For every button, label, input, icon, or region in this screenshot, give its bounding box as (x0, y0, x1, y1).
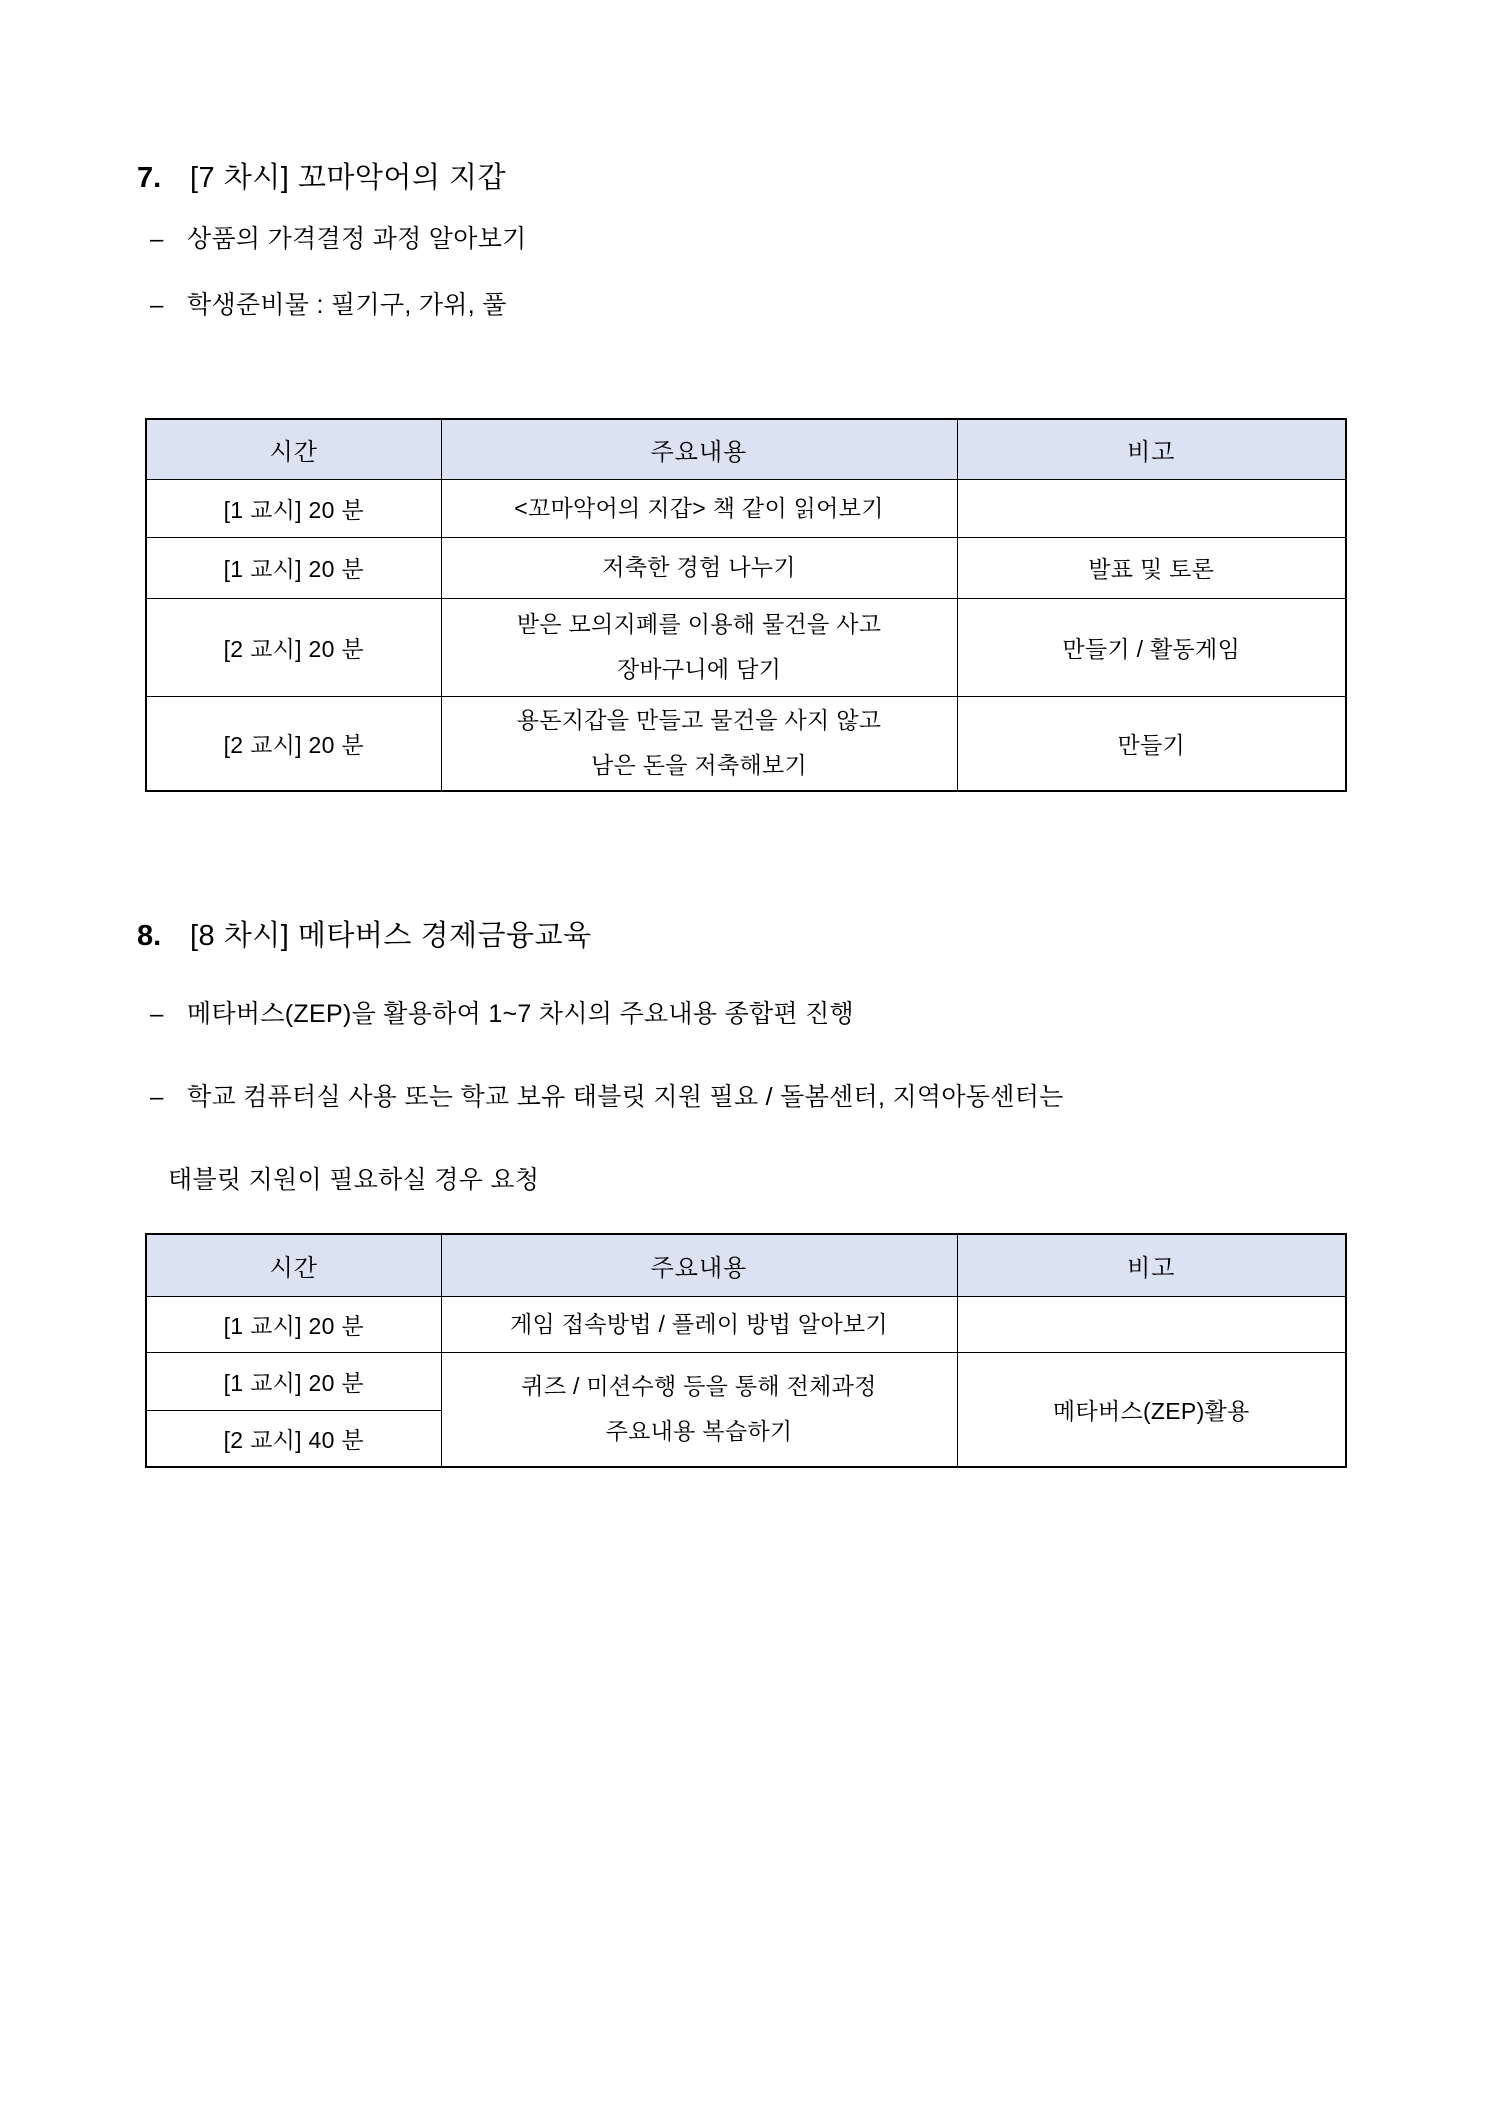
cell-content-line: 저축한 경험 나누기 (602, 554, 796, 580)
cell-note-merged: 메타버스(ZEP)활용 (957, 1352, 1346, 1467)
bullet-dash: – (150, 226, 164, 253)
header-note: 비고 (957, 419, 1346, 479)
cell-note: 발표 및 토론 (957, 537, 1346, 598)
section-8-title: [8 차시] 메타버스 경제금융교육 (190, 920, 592, 952)
cell-time: [1 교시] 20 분 (146, 537, 441, 598)
table-header-row (146, 419, 1346, 479)
section-7-heading (137, 158, 506, 198)
cell-content (441, 479, 957, 537)
table-row (146, 696, 1346, 791)
section-8-heading (137, 916, 592, 956)
section-7-number: 7. (137, 162, 162, 194)
cell-time: [1 교시] 20 분 (146, 1352, 441, 1410)
cell-note: 만들기 / 활동게임 (957, 598, 1346, 696)
cell-content-line: 받은 모의지폐를 이용해 물건을 사고 (516, 611, 882, 637)
cell-content-line: 게임 접속방법 / 플레이 방법 알아보기 (510, 1310, 888, 1337)
header-note: 비고 (957, 1234, 1346, 1296)
cell-content (441, 598, 957, 696)
header-time: 시간 (146, 1234, 441, 1296)
section-8-schedule-table (145, 1233, 1347, 1468)
cell-time: [1 교시] 20 분 (146, 1296, 441, 1352)
cell-content-merged (441, 1352, 957, 1467)
cell-time: [1 교시] 20 분 (146, 479, 441, 537)
table-row (146, 598, 1346, 696)
cell-content-line: 장바구니에 담기 (616, 656, 782, 682)
table-row (146, 1352, 1346, 1410)
header-content: 주요내용 (441, 419, 957, 479)
table-row (146, 537, 1346, 598)
section-7-bullet-2 (150, 288, 507, 323)
bullet-text: 메타버스(ZEP)을 활용하여 1~7 차시의 주요내용 종합편 진행 (187, 1000, 855, 1028)
section-8-bullet-1 (150, 997, 854, 1032)
section-7-bullet-1 (150, 222, 527, 257)
section-7-schedule-table (145, 418, 1347, 792)
section-8-bullet-2 (150, 1080, 1064, 1115)
cell-content (441, 537, 957, 598)
cell-time: [2 교시] 20 분 (146, 696, 441, 791)
table-header-row (146, 1234, 1346, 1296)
bullet-dash: – (150, 1001, 164, 1028)
header-content: 주요내용 (441, 1234, 957, 1296)
cell-note (957, 1296, 1346, 1352)
bullet-text: 학교 컴퓨터실 사용 또는 학교 보유 태블릿 지원 필요 / 돌봄센터, 지역아동센터는 (187, 1083, 1064, 1111)
table-row (146, 479, 1346, 537)
bullet-dash: – (150, 292, 164, 319)
cell-content (441, 1296, 957, 1352)
cell-content-line: 남은 돈을 저축해보기 (590, 752, 808, 779)
header-time: 시간 (146, 419, 441, 479)
section-7-title: [7 차시] 꼬마악어의 지갑 (190, 162, 507, 194)
bullet-text: 상품의 가격결정 과정 알아보기 (187, 225, 527, 253)
bullet-text: 학생준비물 : 필기구, 가위, 풀 (187, 291, 507, 319)
cell-content-line: <꼬마악어의 지갑> 책 같이 읽어보기 (514, 494, 884, 521)
section-8-number: 8. (137, 920, 162, 952)
cell-note (957, 479, 1346, 537)
cell-content-line: 주요내용 복습하기 (605, 1418, 793, 1445)
cell-time: [2 교시] 20 분 (146, 598, 441, 696)
bullet-dash: – (150, 1084, 164, 1111)
cell-note: 만들기 (957, 696, 1346, 791)
cell-content-line: 퀴즈 / 미션수행 등을 통해 전체과정 (521, 1373, 877, 1400)
cell-content-line: 용돈지갑을 만들고 물건을 사지 않고 (516, 707, 882, 734)
table-row (146, 1296, 1346, 1352)
cell-time: [2 교시] 40 분 (146, 1410, 441, 1467)
section-8-bullet-2-continuation: 태블릿 지원이 필요하실 경우 요청 (168, 1166, 540, 1194)
cell-content (441, 696, 957, 791)
